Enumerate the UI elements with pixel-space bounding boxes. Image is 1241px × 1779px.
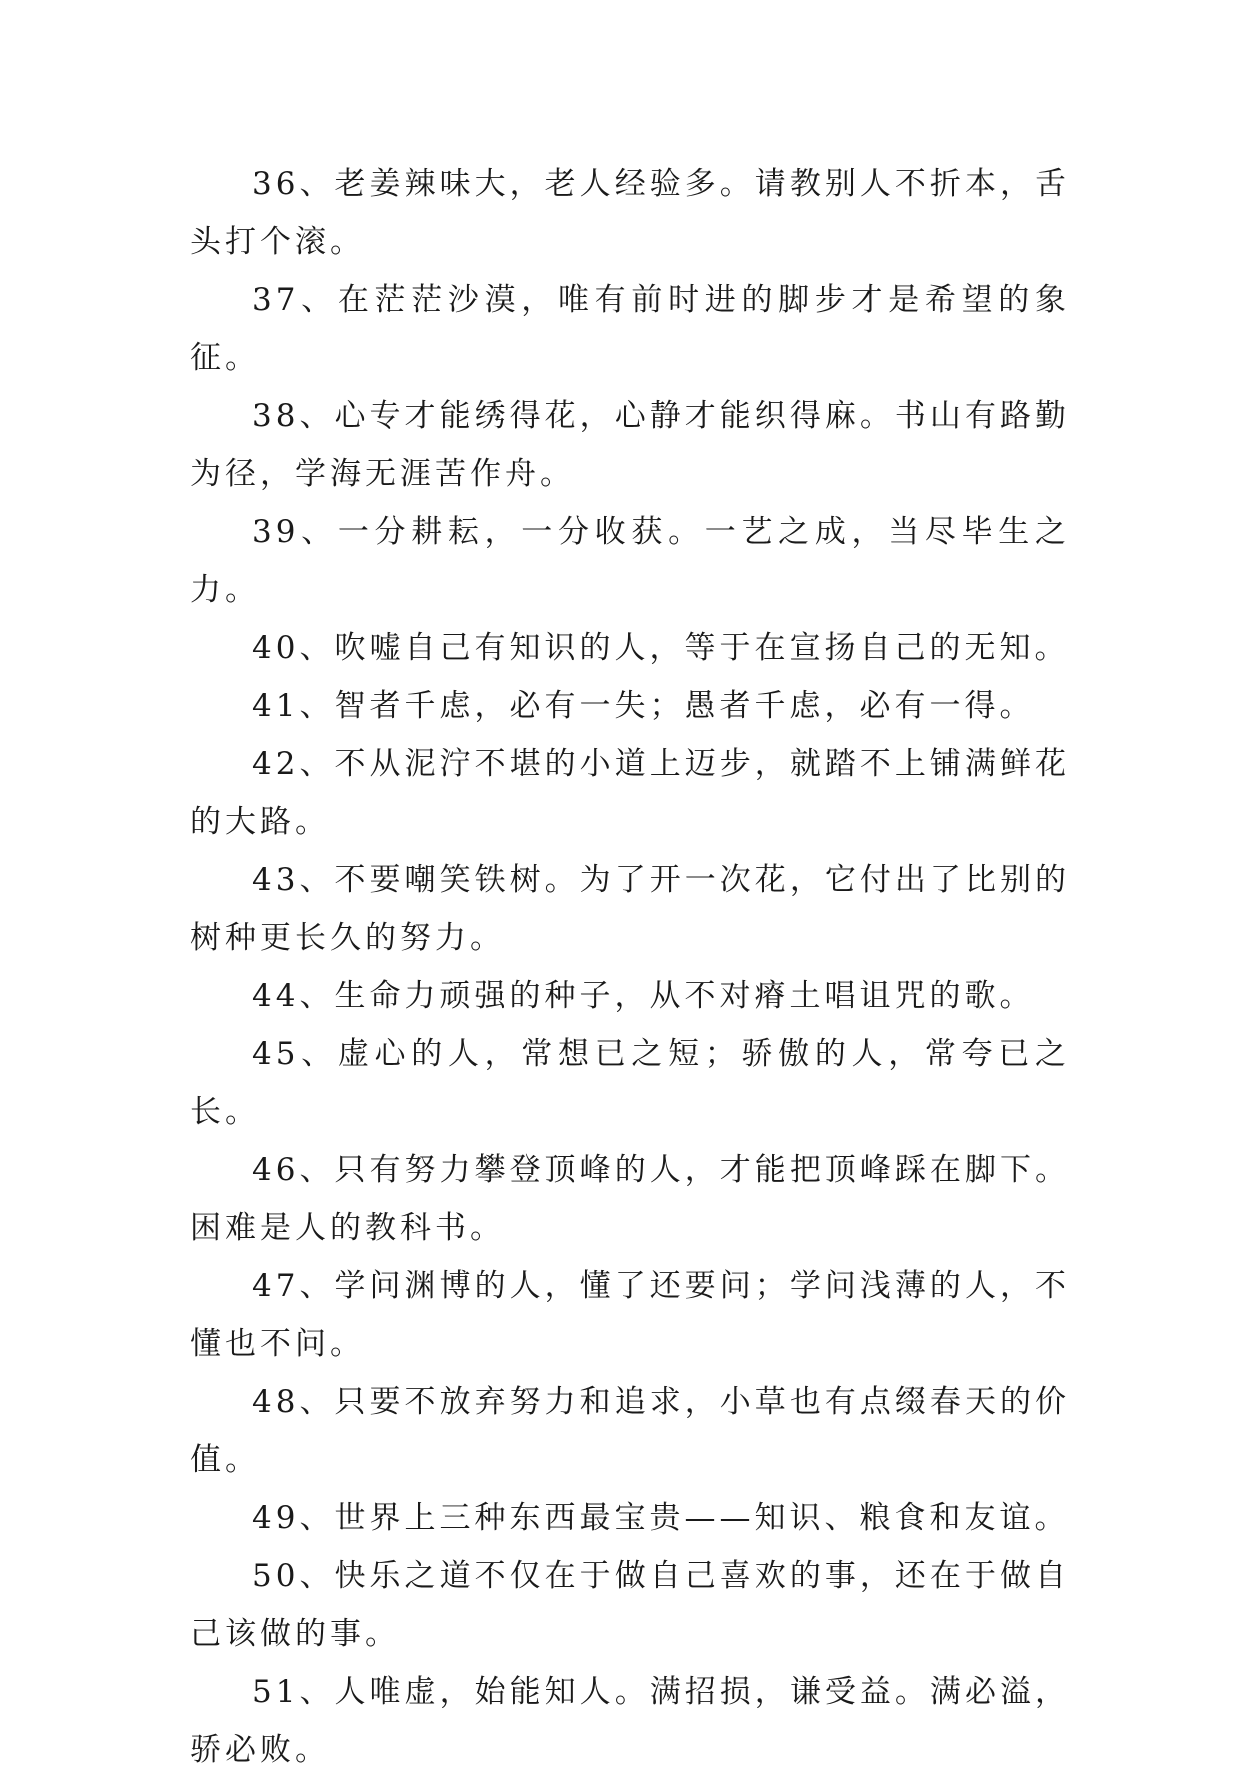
paragraph-42: 42、不从泥泞不堪的小道上迈步，就踏不上铺满鲜花的大路。 (190, 746, 1070, 840)
paragraph-43: 43、不要嘲笑铁树。为了开一次花，它付出了比别的树种更长久的努力。 (190, 862, 1070, 956)
paragraph-38: 38、心专才能绣得花，心静才能织得麻。书山有路勤为径，学海无涯苦作舟。 (190, 398, 1070, 492)
paragraph-36: 36、老姜辣味大，老人经验多。请教别人不折本，舌头打个滚。 (190, 166, 1070, 260)
paragraph-49: 49、世界上三种东西最宝贵——知识、粮食和友谊。 (252, 1500, 1070, 1536)
paragraph-39: 39、一分耕耘，一分收获。一艺之成，当尽毕生之力。 (190, 514, 1070, 608)
paragraph-46: 46、只有努力攀登顶峰的人，才能把顶峰踩在脚下。困难是人的教科书。 (190, 1152, 1070, 1246)
paragraph-50: 50、快乐之道不仅在于做自己喜欢的事，还在于做自己该做的事。 (190, 1558, 1070, 1652)
paragraph-41: 41、智者千虑，必有一失；愚者千虑，必有一得。 (252, 688, 1035, 724)
paragraph-48: 48、只要不放弃努力和追求，小草也有点缀春天的价值。 (190, 1384, 1070, 1478)
document-body (190, 155, 1070, 1779)
paragraph-47: 47、学问渊博的人，懂了还要问；学问浅薄的人，不懂也不问。 (190, 1268, 1070, 1362)
paragraph-44: 44、生命力顽强的种子，从不对瘠土唱诅咒的歌。 (252, 978, 1035, 1014)
paragraph-40: 40、吹嘘自己有知识的人，等于在宣扬自己的无知。 (252, 630, 1070, 666)
paragraph-37: 37、在茫茫沙漠，唯有前时进的脚步才是希望的象征。 (190, 282, 1070, 376)
paragraph-45: 45、虚心的人，常想已之短；骄傲的人，常夸已之长。 (190, 1036, 1070, 1130)
paragraph-51: 51、人唯虚，始能知人。满招损，谦受益。满必溢，骄必败。 (190, 1674, 1070, 1768)
